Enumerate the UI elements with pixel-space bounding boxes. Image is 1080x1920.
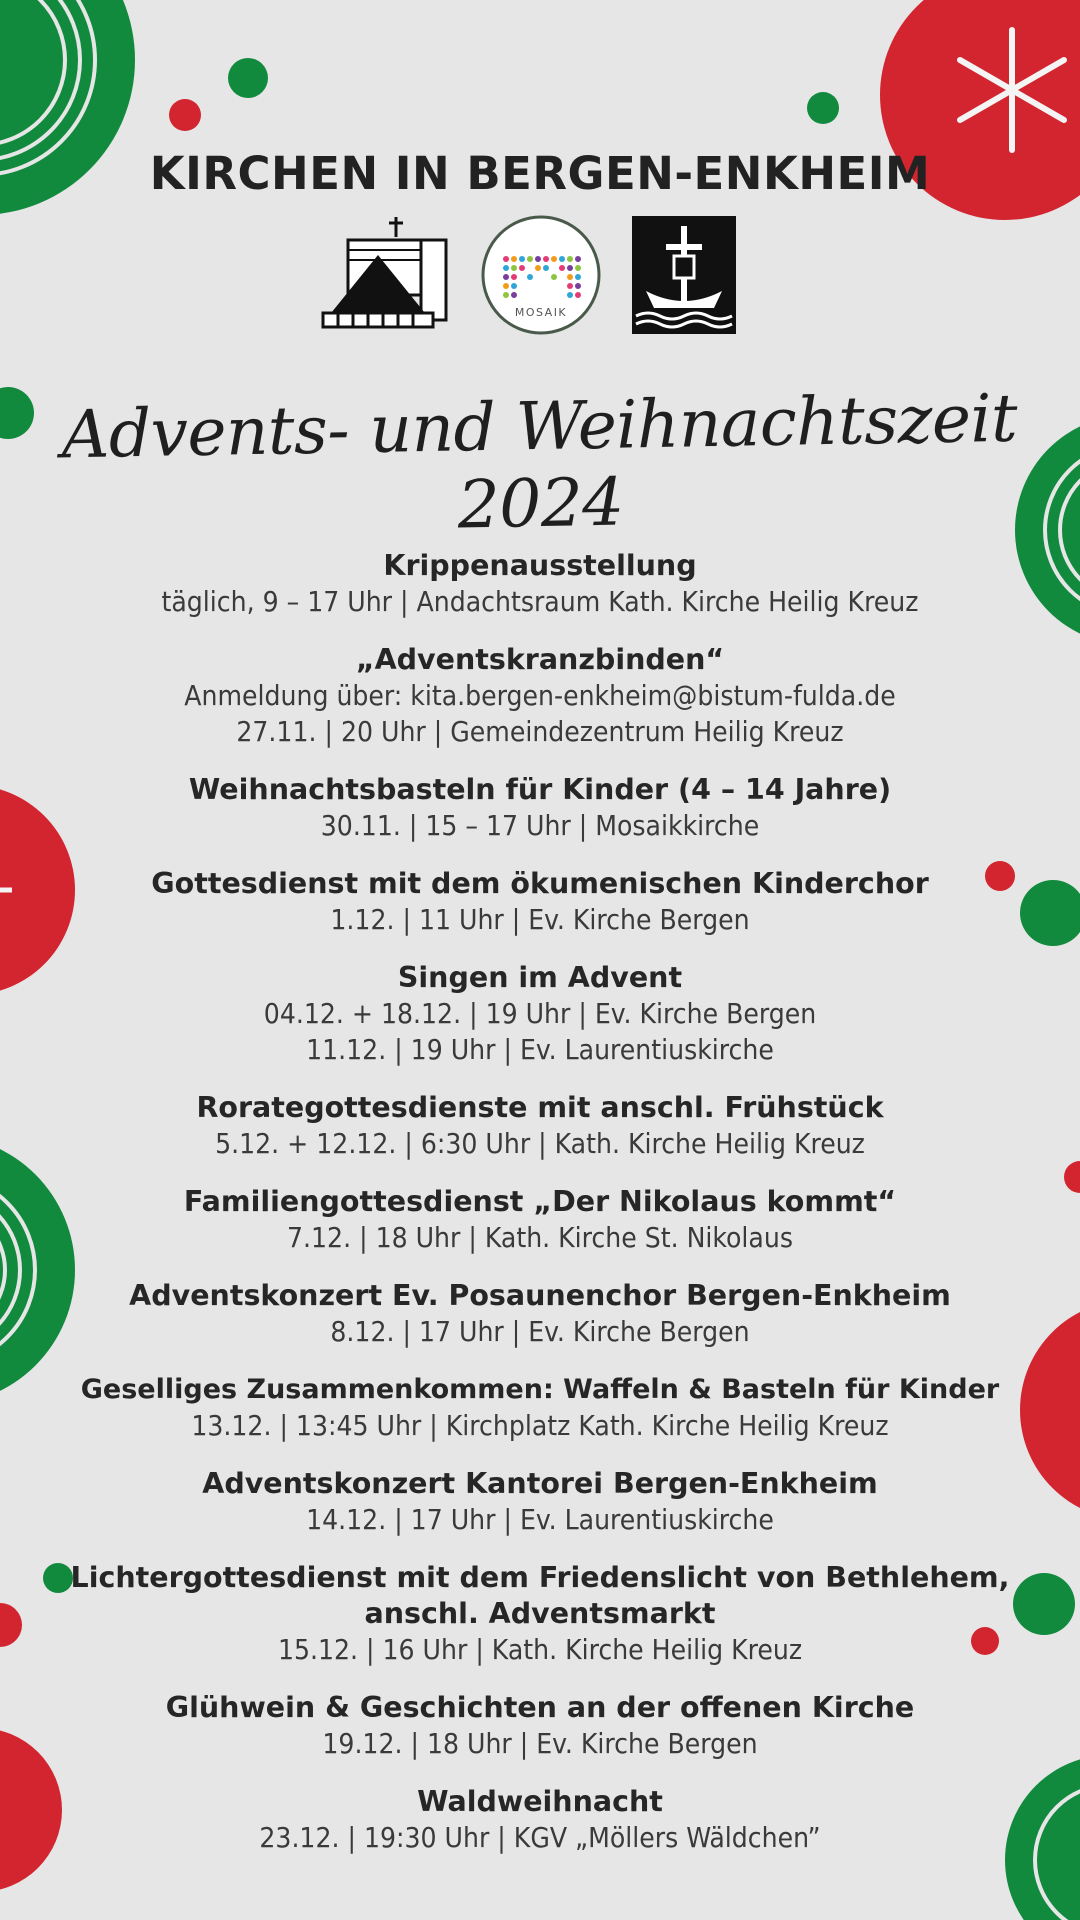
- event-title: Waldweihnacht: [417, 1785, 663, 1818]
- event-detail: 23.12. | 19:30 Uhr | KGV „Möllers Wäldchen”: [259, 1821, 821, 1854]
- event-item: [0, 1784, 1080, 1878]
- event-title: „Adventskranzbinden“: [355, 643, 725, 676]
- event-detail: 15.12. | 16 Uhr | Kath. Kirche Heilig Kreuz: [277, 1633, 803, 1666]
- event-detail: 19.12. | 18 Uhr | Ev. Kirche Bergen: [322, 1727, 758, 1760]
- event-item: [0, 1372, 1080, 1466]
- event-title: Weihnachtsbasteln für Kinder (4 – 14 Jahre): [188, 773, 892, 806]
- event-detail: 04.12. + 18.12. | 19 Uhr | Ev. Kirche Bergen: [263, 997, 817, 1030]
- event-item: [0, 1690, 1080, 1784]
- event-item: [0, 1278, 1080, 1372]
- event-item: [0, 1560, 1080, 1690]
- event-detail: 5.12. + 12.12. | 6:30 Uhr | Kath. Kirche Heilig Kreuz: [215, 1127, 865, 1160]
- event-detail: 8.12. | 17 Uhr | Ev. Kirche Bergen: [330, 1315, 750, 1348]
- event-item: [0, 1184, 1080, 1278]
- event-title: Geselliges Zusammenkommen: Waffeln & Basteln für Kinder: [80, 1374, 1000, 1405]
- ship-cross-logo: [632, 216, 736, 334]
- event-title: Gottesdienst mit dem ökumenischen Kinderchor: [151, 867, 929, 900]
- event-title: Singen im Advent: [397, 961, 683, 994]
- event-detail: 11.12. | 19 Uhr | Ev. Laurentiuskirche: [306, 1033, 774, 1066]
- event-title: Adventskonzert Ev. Posaunenchor Bergen-Enkheim: [129, 1279, 951, 1312]
- script-title: Advents- und Weihnachtszeit 2024: [60, 379, 1018, 544]
- event-detail: 1.12. | 11 Uhr | Ev. Kirche Bergen: [330, 903, 750, 936]
- event-detail: 7.12. | 18 Uhr | Kath. Kirche St. Nikolaus: [287, 1221, 793, 1254]
- event-item: [0, 866, 1080, 960]
- event-title: Rorategottesdienste mit anschl. Frühstück: [196, 1091, 884, 1124]
- event-item: [0, 548, 1080, 642]
- event-list: [0, 548, 1080, 1878]
- event-item: [0, 1090, 1080, 1184]
- event-detail: 14.12. | 17 Uhr | Ev. Laurentiuskirche: [306, 1503, 774, 1536]
- event-detail: Anmeldung über: kita.bergen-enkheim@bistum-fulda.de: [184, 679, 896, 712]
- event-title: Adventskonzert Kantorei Bergen-Enkheim: [202, 1467, 878, 1500]
- red-dot: [169, 99, 201, 131]
- event-detail: 13.12. | 13:45 Uhr | Kirchplatz Kath. Kirche Heilig Kreuz: [191, 1409, 889, 1442]
- event-item: [0, 1466, 1080, 1560]
- event-item: [0, 772, 1080, 866]
- event-item: [0, 960, 1080, 1090]
- event-detail: täglich, 9 – 17 Uhr | Andachtsraum Kath. Kirche Heilig Kreuz: [161, 585, 919, 618]
- church-building-logo: [318, 215, 450, 333]
- event-title: Glühwein & Geschichten an der offenen Kirche: [165, 1691, 915, 1724]
- header-title: KIRCHEN IN BERGEN-ENKHEIM: [149, 147, 931, 200]
- event-title: Krippenausstellung: [383, 549, 697, 582]
- event-title: Familiengottesdienst „Der Nikolaus kommt“: [183, 1185, 897, 1218]
- event-detail: 30.11. | 15 – 17 Uhr | Mosaikkirche: [320, 809, 760, 842]
- event-detail: 27.11. | 20 Uhr | Gemeindezentrum Heilig Kreuz: [236, 715, 844, 748]
- event-title: Lichtergottesdienst mit dem Friedenslicht von Bethlehem,: [70, 1561, 1010, 1594]
- event-item: [0, 642, 1080, 772]
- mosaik-logo: [480, 214, 602, 336]
- event-title-line2: anschl. Adventsmarkt: [364, 1597, 716, 1630]
- green-dot: [228, 58, 268, 98]
- green-dot: [807, 92, 839, 124]
- mosaik-logo-text: MOSAIK: [514, 306, 568, 319]
